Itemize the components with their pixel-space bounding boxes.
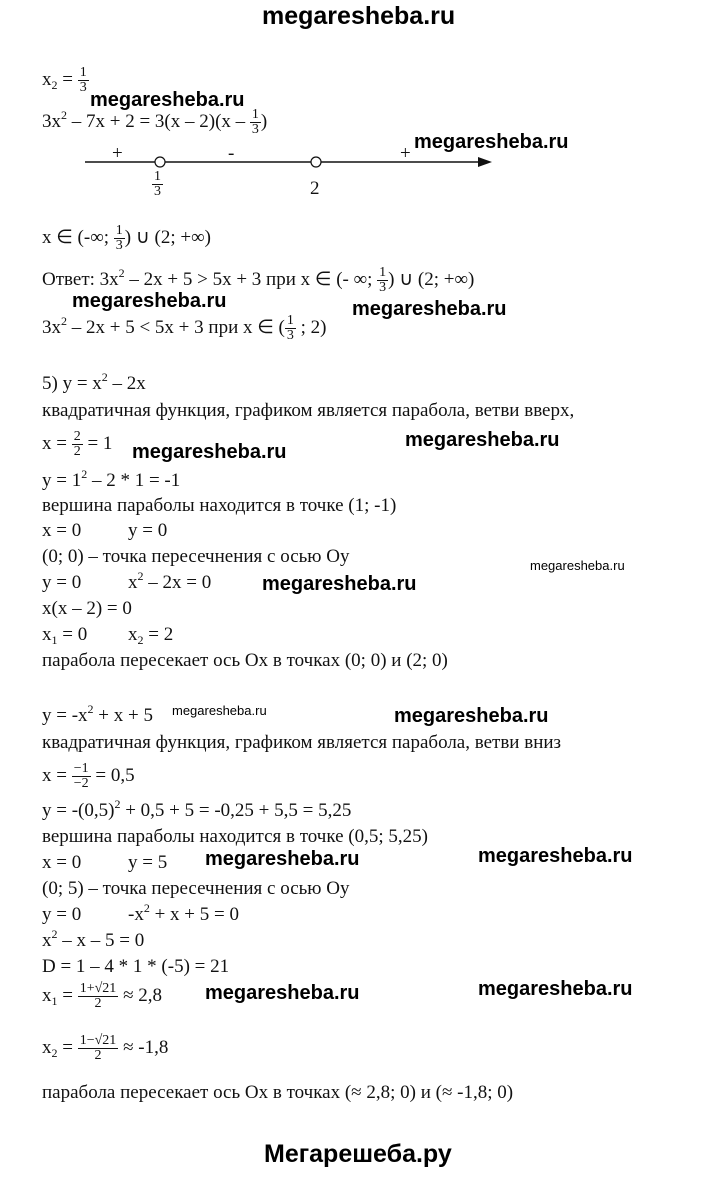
header-site-title: megaresheba.ru xyxy=(262,2,456,30)
answer-line-1: Ответ: $3x^2 - 2x + 5 > 5x + 3$ при x ∈ (- ∞; $\frac{1}{3}$ ) ∪ (2; +∞) xyxy=(42,265,475,295)
y-zero-1: y = 0 xyxy=(128,520,168,541)
watermark: megaresheba.ru xyxy=(405,429,560,451)
function-title-2: $y = -x^2 + x + 5$ xyxy=(42,702,153,726)
y-five-2: y = 5 xyxy=(128,852,168,873)
vertex-y-2: $y = -(0,5)^2 + 0,5 + 5 = -0,25 + 5,5 = 5,25$ xyxy=(42,797,352,821)
number-line xyxy=(0,130,720,220)
open-point-two xyxy=(311,157,321,167)
ox-intersection-1: парабола пересекает ось Ох в точках (0; 0) и (2; 0) xyxy=(42,650,448,671)
watermark: megaresheba.ru xyxy=(72,290,227,312)
sign-minus: - xyxy=(228,143,235,164)
equation-2: $-x^2 + x + 5 = 0$ xyxy=(128,901,239,925)
watermark: megaresheba.ru xyxy=(394,705,549,727)
watermark: megaresheba.ru xyxy=(205,848,360,870)
watermark-small: megaresheba.ru xyxy=(172,703,267,718)
y-zero-1b: y = 0 xyxy=(42,572,82,593)
function-description-2: квадратичная функция, графиком является парабола, ветви вниз xyxy=(42,732,562,753)
label-two: 2 xyxy=(310,178,320,199)
discriminant: D = 1 – 4 * 1 * (-5) = 21 xyxy=(42,956,230,977)
open-point-one-third xyxy=(155,157,165,167)
answer-line-2: $3x^2 - 2x + 5 < 5x + 3$ при x ∈ ( $\frac{1}{3}$ ; 2) xyxy=(42,313,327,343)
y-zero-2: y = 0 xyxy=(42,904,82,925)
vertex-point-2: вершина параболы находится в точке (0,5; 5,25) xyxy=(42,826,428,847)
vertex-x-1: x = $\frac{2}{2}$ = 1 xyxy=(42,429,113,459)
oy-intersection-2: (0; 5) – точка пересечнения с осью Оу xyxy=(42,878,350,899)
x-zero-2: x = 0 xyxy=(42,852,82,873)
sign-plus-left: + xyxy=(112,143,123,164)
function-description-1: квадратичная функция, графиком является парабола, ветви вверх, xyxy=(42,400,575,421)
watermark: megaresheba.ru xyxy=(414,131,569,153)
vertex-y-1: $y = 1^2 - 2 * 1 = -1$ xyxy=(42,467,181,491)
watermark: megaresheba.ru xyxy=(352,298,507,320)
vertex-point-1: вершина параболы находится в точке (1; -1) xyxy=(42,495,397,516)
function-title-1: 5) $y = x^2 - 2x$ xyxy=(42,370,146,394)
footer-site-title: Мегарешеба.ру xyxy=(264,1140,452,1168)
factorization-line: $3x^2 - 7x + 2 = 3(x - 2)(x$ – $\frac{1}{3}$ ) xyxy=(42,107,268,137)
x-zero-1: x = 0 xyxy=(42,520,82,541)
root-x2-1: $x_2 = 2$ xyxy=(128,624,174,647)
watermark: megaresheba.ru xyxy=(205,982,360,1004)
interval-line: x ∈ (-∞; $\frac{1}{3}$ ) ∪ (2; +∞) xyxy=(42,223,211,253)
equation-2b: $x^2 - x - 5 = 0$ xyxy=(42,927,145,951)
watermark-small: megaresheba.ru xyxy=(530,558,625,573)
label-one-third: $\frac{1}{3}$ xyxy=(154,169,161,199)
equation-1: $x^2 - 2x = 0$ xyxy=(128,569,212,593)
root-x1-1: $x_1 = 0$ xyxy=(42,624,88,647)
root-x1-2: $x_1$ = $\frac{1+√21}{2}$ ≈ 2,8 xyxy=(42,981,162,1011)
sign-plus-right: + xyxy=(400,143,411,164)
vertex-x-2: x = $\frac{-1}{-2}$ = 0,5 xyxy=(42,761,135,791)
watermark: megaresheba.ru xyxy=(262,573,417,595)
ox-intersection-2: парабола пересекает ось Ох в точках (≈ 2,8; 0) и (≈ -1,8; 0) xyxy=(42,1082,514,1103)
x2-value-line: $x_2$ = $\frac{1}{3}$ xyxy=(42,65,87,95)
watermark: megaresheba.ru xyxy=(478,978,633,1000)
factored-equation-1: x(x – 2) = 0 xyxy=(42,598,132,619)
root-x2-2: $x_2$ = $\frac{1-√21}{2}$ ≈ -1,8 xyxy=(42,1033,169,1063)
watermark: megaresheba.ru xyxy=(478,845,633,867)
watermark: megaresheba.ru xyxy=(132,441,287,463)
fraction: $\frac{1}{3}$ xyxy=(79,65,87,95)
watermark: megaresheba.ru xyxy=(90,89,245,111)
oy-intersection-1: (0; 0) – точка пересечнения с осью Оу xyxy=(42,546,350,567)
